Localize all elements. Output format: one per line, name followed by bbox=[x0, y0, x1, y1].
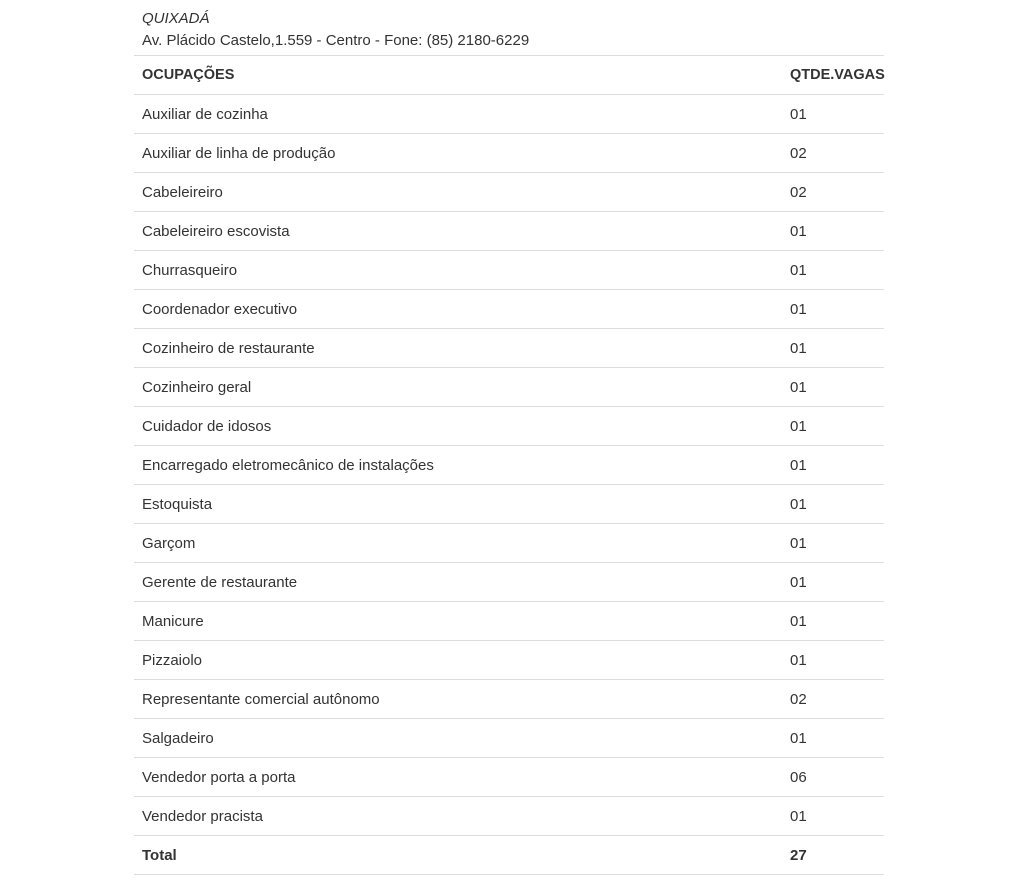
vacancies-cell: 01 bbox=[782, 329, 884, 368]
total-row bbox=[134, 836, 884, 875]
occupation-cell: Vendedor porta a porta bbox=[134, 758, 782, 797]
total-value: 27 bbox=[782, 836, 884, 875]
city-address: Av. Plácido Castelo,1.559 - Centro - Fone: (85) 2180-6229 bbox=[142, 32, 530, 49]
vacancies-cell: 01 bbox=[782, 602, 884, 641]
vacancies-cell: 01 bbox=[782, 212, 884, 251]
vacancies-cell: 02 bbox=[782, 680, 884, 719]
occupation-cell: Cabeleireiro bbox=[134, 173, 782, 212]
vacancies-cell: 01 bbox=[782, 524, 884, 563]
table-row bbox=[134, 251, 884, 290]
table-row bbox=[134, 680, 884, 719]
occupation-cell: Cabeleireiro escovista bbox=[134, 212, 782, 251]
table-row bbox=[134, 368, 884, 407]
table-row bbox=[134, 446, 884, 485]
occupation-cell: Estoquista bbox=[134, 485, 782, 524]
vacancies-cell: 02 bbox=[782, 134, 884, 173]
column-header-vacancies: QTDE.VAGAS bbox=[782, 56, 884, 95]
table-row bbox=[134, 134, 884, 173]
table-body bbox=[134, 95, 884, 836]
occupation-cell: Auxiliar de cozinha bbox=[134, 95, 782, 134]
vacancies-cell: 01 bbox=[782, 719, 884, 758]
occupation-cell: Churrasqueiro bbox=[134, 251, 782, 290]
occupation-cell: Garçom bbox=[134, 524, 782, 563]
vacancies-cell: 02 bbox=[782, 173, 884, 212]
occupation-cell: Cuidador de idosos bbox=[134, 407, 782, 446]
vacancies-cell: 01 bbox=[782, 563, 884, 602]
table-row bbox=[134, 407, 884, 446]
occupation-cell: Manicure bbox=[134, 602, 782, 641]
vacancies-cell: 01 bbox=[782, 251, 884, 290]
table-row bbox=[134, 173, 884, 212]
occupation-cell: Auxiliar de linha de produção bbox=[134, 134, 782, 173]
table-row bbox=[134, 524, 884, 563]
table-row bbox=[134, 95, 884, 134]
occupation-cell: Representante comercial autônomo bbox=[134, 680, 782, 719]
location-header bbox=[134, 8, 884, 52]
job-vacancies-section bbox=[134, 8, 884, 875]
vacancies-table bbox=[134, 55, 884, 875]
table-row bbox=[134, 602, 884, 641]
total-label: Total bbox=[134, 836, 782, 875]
table-row bbox=[134, 758, 884, 797]
table-row bbox=[134, 329, 884, 368]
table-row bbox=[134, 719, 884, 758]
vacancies-cell: 01 bbox=[782, 446, 884, 485]
vacancies-cell: 01 bbox=[782, 641, 884, 680]
table-row bbox=[134, 212, 884, 251]
occupation-cell: Salgadeiro bbox=[134, 719, 782, 758]
occupation-cell: Gerente de restaurante bbox=[134, 563, 782, 602]
table-header-row bbox=[134, 56, 884, 95]
vacancies-cell: 01 bbox=[782, 290, 884, 329]
table-row bbox=[134, 290, 884, 329]
vacancies-cell: 01 bbox=[782, 797, 884, 836]
vacancies-cell: 01 bbox=[782, 95, 884, 134]
occupation-cell: Coordenador executivo bbox=[134, 290, 782, 329]
vacancies-cell: 01 bbox=[782, 368, 884, 407]
column-header-occupations: OCUPAÇÕES bbox=[134, 56, 782, 95]
table-row bbox=[134, 485, 884, 524]
table-row bbox=[134, 641, 884, 680]
vacancies-cell: 06 bbox=[782, 758, 884, 797]
occupation-cell: Pizzaiolo bbox=[134, 641, 782, 680]
occupation-cell: Vendedor pracista bbox=[134, 797, 782, 836]
occupation-cell: Cozinheiro de restaurante bbox=[134, 329, 782, 368]
table-row bbox=[134, 563, 884, 602]
occupation-cell: Encarregado eletromecânico de instalações bbox=[134, 446, 782, 485]
vacancies-cell: 01 bbox=[782, 407, 884, 446]
table-row bbox=[134, 797, 884, 836]
vacancies-cell: 01 bbox=[782, 485, 884, 524]
city-name: QUIXADÁ bbox=[142, 10, 210, 27]
occupation-cell: Cozinheiro geral bbox=[134, 368, 782, 407]
